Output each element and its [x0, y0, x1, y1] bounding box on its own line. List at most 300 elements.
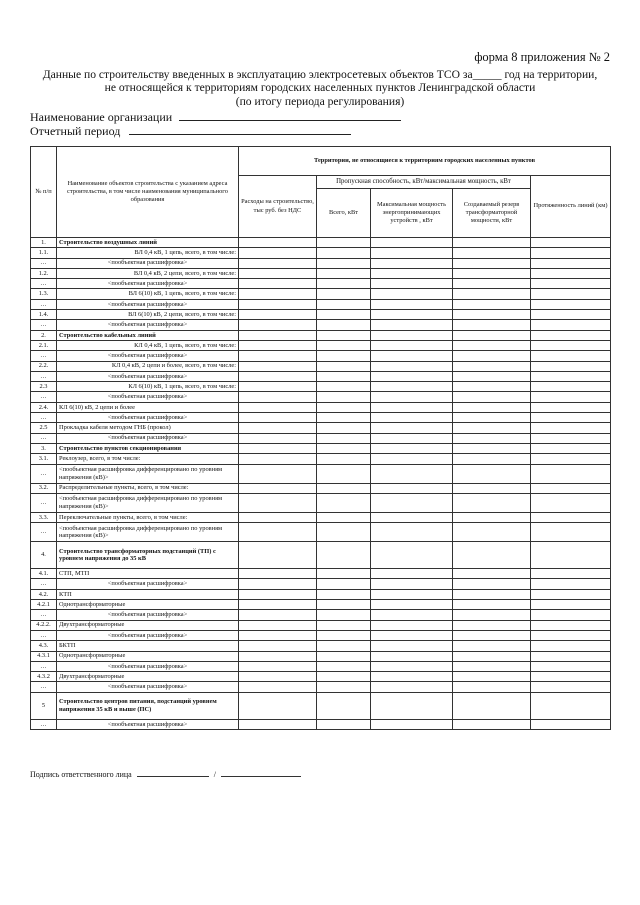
row-value-cell[interactable] — [453, 289, 531, 299]
table-row — [31, 661, 611, 671]
row-value-cell[interactable] — [317, 651, 371, 661]
row-value-cell[interactable] — [453, 493, 531, 512]
row-value-cell[interactable] — [239, 423, 317, 433]
row-value-cell[interactable] — [531, 620, 611, 630]
row-value-cell[interactable] — [239, 238, 317, 248]
row-value-cell[interactable] — [371, 382, 453, 392]
row-value-cell[interactable] — [239, 382, 317, 392]
row-value-cell[interactable] — [531, 600, 611, 610]
row-number: 4.3.1 — [31, 651, 57, 661]
row-name: КЛ 6(10) кВ, 1 цепь, всего, в том числе: — [57, 382, 239, 392]
row-value-cell[interactable] — [371, 600, 453, 610]
row-value-cell[interactable] — [531, 279, 611, 289]
row-value-cell[interactable] — [371, 443, 453, 453]
row-value-cell[interactable] — [371, 423, 453, 433]
row-value-cell[interactable] — [317, 371, 371, 381]
row-value-cell[interactable] — [239, 483, 317, 493]
row-value-cell[interactable] — [453, 641, 531, 651]
row-value-cell[interactable] — [531, 651, 611, 661]
row-value-cell[interactable] — [239, 340, 317, 350]
row-value-cell[interactable] — [239, 651, 317, 661]
row-value-cell[interactable] — [453, 340, 531, 350]
row-value-cell[interactable] — [453, 310, 531, 320]
header-reserve: Создаваемый резерв трансформаторной мощности, кВт — [453, 189, 531, 238]
row-value-cell[interactable] — [317, 320, 371, 330]
row-value-cell[interactable] — [371, 630, 453, 640]
row-value-cell[interactable] — [453, 579, 531, 589]
row-value-cell[interactable] — [531, 641, 611, 651]
row-value-cell[interactable] — [531, 289, 611, 299]
row-value-cell[interactable] — [453, 692, 531, 719]
signature-name-blank — [221, 769, 301, 777]
row-value-cell[interactable] — [371, 493, 453, 512]
table-row — [31, 579, 611, 589]
row-value-cell[interactable] — [239, 719, 317, 729]
row-value-cell[interactable] — [371, 279, 453, 289]
row-value-cell[interactable] — [453, 320, 531, 330]
row-value-cell[interactable] — [453, 610, 531, 620]
row-value-cell[interactable] — [371, 361, 453, 371]
row-value-cell[interactable] — [239, 443, 317, 453]
table-row — [31, 248, 611, 258]
row-value-cell[interactable] — [531, 382, 611, 392]
row-value-cell[interactable] — [453, 351, 531, 361]
row-name: <пообъектная расшифровка> — [57, 279, 239, 289]
row-value-cell[interactable] — [371, 340, 453, 350]
row-value-cell[interactable] — [531, 483, 611, 493]
row-value-cell[interactable] — [317, 719, 371, 729]
row-value-cell[interactable] — [317, 542, 371, 569]
row-value-cell[interactable] — [371, 433, 453, 443]
row-value-cell[interactable] — [371, 402, 453, 412]
table-row — [31, 620, 611, 630]
table-row — [31, 569, 611, 579]
row-number: … — [31, 493, 57, 512]
row-value-cell[interactable] — [317, 569, 371, 579]
row-value-cell[interactable] — [453, 483, 531, 493]
row-name: <пообъектная расшифровка> — [57, 433, 239, 443]
row-value-cell[interactable] — [239, 289, 317, 299]
row-name: ВЛ 0,4 кВ, 2 цепи, всего, в том числе: — [57, 268, 239, 278]
row-value-cell[interactable] — [453, 433, 531, 443]
row-value-cell[interactable] — [531, 661, 611, 671]
row-number: 4.2. — [31, 589, 57, 599]
row-name: <пообъектная расшифровка дифференцировано по уровням напряжения (кВ)> — [57, 493, 239, 512]
row-number: … — [31, 433, 57, 443]
row-value-cell[interactable] — [239, 392, 317, 402]
table-row — [31, 289, 611, 299]
row-value-cell[interactable] — [317, 579, 371, 589]
row-value-cell[interactable] — [453, 661, 531, 671]
row-value-cell[interactable] — [317, 630, 371, 640]
signature-separator: / — [213, 770, 216, 779]
row-number: 4.2.2. — [31, 620, 57, 630]
row-value-cell[interactable] — [317, 641, 371, 651]
row-value-cell[interactable] — [239, 371, 317, 381]
row-value-cell[interactable] — [239, 310, 317, 320]
table-row — [31, 464, 611, 483]
row-value-cell[interactable] — [531, 493, 611, 512]
row-value-cell[interactable] — [317, 248, 371, 258]
row-number: … — [31, 523, 57, 542]
row-value-cell[interactable] — [317, 413, 371, 423]
row-value-cell[interactable] — [531, 433, 611, 443]
row-value-cell[interactable] — [371, 610, 453, 620]
row-value-cell[interactable] — [371, 641, 453, 651]
row-name: Прокладка кабеля методом ГНБ (прокол) — [57, 423, 239, 433]
row-value-cell[interactable] — [239, 361, 317, 371]
row-value-cell[interactable] — [531, 330, 611, 340]
row-value-cell[interactable] — [317, 258, 371, 268]
row-value-cell[interactable] — [531, 320, 611, 330]
row-number: 1. — [31, 238, 57, 248]
row-value-cell[interactable] — [239, 589, 317, 599]
row-name: ВЛ 6(10) кВ, 2 цепи, всего, в том числе: — [57, 310, 239, 320]
row-value-cell[interactable] — [531, 682, 611, 692]
header-expenses: Расходы на строительство, тыс руб. без НДС — [239, 176, 317, 238]
row-value-cell[interactable] — [317, 330, 371, 340]
row-value-cell[interactable] — [371, 682, 453, 692]
row-value-cell[interactable] — [317, 433, 371, 443]
row-number: 4.3.2 — [31, 672, 57, 682]
row-value-cell[interactable] — [317, 279, 371, 289]
row-value-cell[interactable] — [371, 454, 453, 464]
row-value-cell[interactable] — [371, 579, 453, 589]
row-value-cell[interactable] — [239, 692, 317, 719]
row-value-cell[interactable] — [317, 299, 371, 309]
row-value-cell[interactable] — [453, 238, 531, 248]
row-number: … — [31, 579, 57, 589]
row-value-cell[interactable] — [317, 423, 371, 433]
table-row — [31, 238, 611, 248]
row-value-cell[interactable] — [371, 248, 453, 258]
row-value-cell[interactable] — [531, 310, 611, 320]
table-row — [31, 382, 611, 392]
row-value-cell[interactable] — [531, 443, 611, 453]
form-number: форма 8 приложения № 2 — [474, 50, 610, 64]
header-territory: Территории, не относящиеся к территориям городских населенных пунктов — [239, 147, 611, 176]
table-row — [31, 641, 611, 651]
row-value-cell[interactable] — [317, 382, 371, 392]
row-value-cell[interactable] — [453, 392, 531, 402]
row-value-cell[interactable] — [531, 423, 611, 433]
table-row — [31, 682, 611, 692]
row-number: 4. — [31, 542, 57, 569]
row-value-cell[interactable] — [453, 382, 531, 392]
row-value-cell[interactable] — [239, 682, 317, 692]
row-value-cell[interactable] — [317, 289, 371, 299]
row-value-cell[interactable] — [317, 310, 371, 320]
row-value-cell[interactable] — [317, 238, 371, 248]
table-row — [31, 310, 611, 320]
row-value-cell[interactable] — [531, 719, 611, 729]
row-value-cell[interactable] — [317, 620, 371, 630]
row-number: … — [31, 630, 57, 640]
row-value-cell[interactable] — [317, 523, 371, 542]
row-value-cell[interactable] — [531, 692, 611, 719]
row-number: 1.1. — [31, 248, 57, 258]
row-value-cell[interactable] — [453, 589, 531, 599]
row-value-cell[interactable] — [453, 402, 531, 412]
row-value-cell[interactable] — [317, 351, 371, 361]
row-value-cell[interactable] — [453, 682, 531, 692]
row-value-cell[interactable] — [317, 493, 371, 512]
signature-label: Подпись ответственного лица — [30, 770, 132, 779]
row-value-cell[interactable] — [453, 454, 531, 464]
row-value-cell[interactable] — [371, 320, 453, 330]
row-value-cell[interactable] — [317, 692, 371, 719]
row-value-cell[interactable] — [531, 258, 611, 268]
row-number: 1.4. — [31, 310, 57, 320]
row-value-cell[interactable] — [453, 672, 531, 682]
row-number: 1.3. — [31, 289, 57, 299]
row-value-cell[interactable] — [371, 692, 453, 719]
row-name: БКТП — [57, 641, 239, 651]
row-value-cell[interactable] — [453, 620, 531, 630]
row-value-cell[interactable] — [317, 600, 371, 610]
row-value-cell[interactable] — [239, 464, 317, 483]
row-name: КЛ 0,4 кВ, 2 цепи и более, всего, в том числе: — [57, 361, 239, 371]
row-value-cell[interactable] — [371, 661, 453, 671]
row-value-cell[interactable] — [531, 268, 611, 278]
row-value-cell[interactable] — [453, 279, 531, 289]
row-value-cell[interactable] — [371, 392, 453, 402]
table-row — [31, 630, 611, 640]
table-row — [31, 423, 611, 433]
row-value-cell[interactable] — [453, 464, 531, 483]
row-value-cell[interactable] — [371, 258, 453, 268]
row-value-cell[interactable] — [239, 620, 317, 630]
row-value-cell[interactable] — [371, 719, 453, 729]
row-value-cell[interactable] — [531, 569, 611, 579]
row-value-cell[interactable] — [531, 523, 611, 542]
row-name: <пообъектная расшифровка> — [57, 630, 239, 640]
row-name: Однотрансформаторные — [57, 600, 239, 610]
row-value-cell[interactable] — [453, 569, 531, 579]
row-value-cell[interactable] — [531, 340, 611, 350]
row-value-cell[interactable] — [239, 512, 317, 522]
row-value-cell[interactable] — [371, 523, 453, 542]
table-row — [31, 542, 611, 569]
row-name: <пообъектная расшифровка> — [57, 610, 239, 620]
row-name: Строительство воздушных линий — [57, 238, 239, 248]
row-value-cell[interactable] — [239, 610, 317, 620]
row-value-cell[interactable] — [371, 289, 453, 299]
table-row — [31, 351, 611, 361]
row-number: 1.2. — [31, 268, 57, 278]
row-value-cell[interactable] — [317, 392, 371, 402]
period-blank — [129, 123, 351, 135]
row-value-cell[interactable] — [371, 351, 453, 361]
row-value-cell[interactable] — [239, 402, 317, 412]
report-table — [30, 146, 611, 730]
row-value-cell[interactable] — [317, 661, 371, 671]
row-value-cell[interactable] — [239, 672, 317, 682]
row-value-cell[interactable] — [239, 299, 317, 309]
row-value-cell[interactable] — [371, 512, 453, 522]
row-value-cell[interactable] — [317, 512, 371, 522]
row-number: … — [31, 413, 57, 423]
header-max-power: Максимальная мощность энергопринимающих устройств , кВт — [371, 189, 453, 238]
row-value-cell[interactable] — [239, 279, 317, 289]
signature-blank — [137, 769, 209, 777]
row-value-cell[interactable] — [531, 402, 611, 412]
row-value-cell[interactable] — [371, 672, 453, 682]
row-value-cell[interactable] — [239, 641, 317, 651]
row-value-cell[interactable] — [531, 464, 611, 483]
row-value-cell[interactable] — [453, 258, 531, 268]
row-value-cell[interactable] — [371, 569, 453, 579]
row-value-cell[interactable] — [239, 433, 317, 443]
row-value-cell[interactable] — [239, 454, 317, 464]
row-value-cell[interactable] — [317, 268, 371, 278]
row-value-cell[interactable] — [531, 630, 611, 640]
row-value-cell[interactable] — [531, 413, 611, 423]
row-value-cell[interactable] — [371, 238, 453, 248]
row-name: <пообъектная расшифровка> — [57, 258, 239, 268]
row-value-cell[interactable] — [531, 361, 611, 371]
row-value-cell[interactable] — [531, 371, 611, 381]
row-value-cell[interactable] — [239, 661, 317, 671]
row-value-cell[interactable] — [453, 371, 531, 381]
row-value-cell[interactable] — [453, 512, 531, 522]
row-value-cell[interactable] — [371, 589, 453, 599]
row-value-cell[interactable] — [239, 579, 317, 589]
row-value-cell[interactable] — [453, 600, 531, 610]
row-name: <пообъектная расшифровка> — [57, 413, 239, 423]
table-row — [31, 433, 611, 443]
row-value-cell[interactable] — [317, 340, 371, 350]
row-value-cell[interactable] — [239, 630, 317, 640]
row-number: 3.1. — [31, 454, 57, 464]
row-value-cell[interactable] — [317, 361, 371, 371]
row-value-cell[interactable] — [531, 454, 611, 464]
row-value-cell[interactable] — [453, 443, 531, 453]
table-row — [31, 340, 611, 350]
row-value-cell[interactable] — [317, 464, 371, 483]
row-value-cell[interactable] — [453, 299, 531, 309]
row-name: <пообъектная расшифровка дифференцировано по уровням напряжения (кВ)> — [57, 523, 239, 542]
row-value-cell[interactable] — [317, 402, 371, 412]
row-name: СТП, МТП — [57, 569, 239, 579]
row-value-cell[interactable] — [453, 248, 531, 258]
row-value-cell[interactable] — [453, 413, 531, 423]
row-value-cell[interactable] — [453, 361, 531, 371]
row-name: <пообъектная расшифровка> — [57, 661, 239, 671]
table-row — [31, 258, 611, 268]
table-row — [31, 493, 611, 512]
row-value-cell[interactable] — [371, 371, 453, 381]
row-number: … — [31, 351, 57, 361]
row-name: <пообъектная расшифровка> — [57, 579, 239, 589]
row-number: 4.3. — [31, 641, 57, 651]
row-value-cell[interactable] — [239, 493, 317, 512]
row-value-cell[interactable] — [531, 512, 611, 522]
row-value-cell[interactable] — [239, 600, 317, 610]
row-value-cell[interactable] — [239, 248, 317, 258]
table-row — [31, 299, 611, 309]
header-name: Наименование объектов строительства с указанием адреса строительства, в том числе наименования муниципального образования — [57, 147, 239, 238]
row-value-cell[interactable] — [531, 589, 611, 599]
row-name: КТП — [57, 589, 239, 599]
row-value-cell[interactable] — [531, 672, 611, 682]
row-value-cell[interactable] — [531, 299, 611, 309]
row-value-cell[interactable] — [317, 454, 371, 464]
row-value-cell[interactable] — [239, 268, 317, 278]
row-value-cell[interactable] — [239, 569, 317, 579]
row-value-cell[interactable] — [371, 651, 453, 661]
row-value-cell[interactable] — [371, 413, 453, 423]
table-row — [31, 454, 611, 464]
row-value-cell[interactable] — [239, 351, 317, 361]
row-value-cell[interactable] — [531, 610, 611, 620]
row-value-cell[interactable] — [317, 589, 371, 599]
row-value-cell[interactable] — [317, 483, 371, 493]
row-value-cell[interactable] — [531, 579, 611, 589]
row-value-cell[interactable] — [239, 330, 317, 340]
row-value-cell[interactable] — [371, 483, 453, 493]
row-value-cell[interactable] — [371, 330, 453, 340]
row-name: Строительство центров питания, подстанций уровнем напряжения 35 кВ и выше (ПС) — [57, 692, 239, 719]
row-value-cell[interactable] — [453, 330, 531, 340]
table-row — [31, 279, 611, 289]
row-value-cell[interactable] — [453, 651, 531, 661]
row-number: … — [31, 371, 57, 381]
header-length: Протяженность линий (км) — [531, 176, 611, 238]
row-value-cell[interactable] — [317, 610, 371, 620]
row-value-cell[interactable] — [239, 320, 317, 330]
row-value-cell[interactable] — [453, 523, 531, 542]
row-value-cell[interactable] — [239, 523, 317, 542]
row-name: <пообъектная расшифровка> — [57, 682, 239, 692]
row-value-cell[interactable] — [239, 413, 317, 423]
row-value-cell[interactable] — [371, 542, 453, 569]
row-value-cell[interactable] — [371, 620, 453, 630]
row-name: Распределительные пункты, всего, в том числе: — [57, 483, 239, 493]
org-name-label: Наименование организации — [30, 110, 173, 124]
row-number: … — [31, 299, 57, 309]
row-value-cell[interactable] — [317, 443, 371, 453]
row-value-cell[interactable] — [453, 268, 531, 278]
row-value-cell[interactable] — [453, 719, 531, 729]
header-total-kw: Всего, кВт — [317, 189, 371, 238]
row-name: Переключательные пункты, всего, в том числе: — [57, 512, 239, 522]
row-value-cell[interactable] — [371, 299, 453, 309]
row-value-cell[interactable] — [239, 258, 317, 268]
row-number: 5 — [31, 692, 57, 719]
row-value-cell[interactable] — [239, 542, 317, 569]
row-value-cell[interactable] — [531, 248, 611, 258]
row-value-cell[interactable] — [453, 542, 531, 569]
row-value-cell[interactable] — [531, 392, 611, 402]
row-name: <пообъектная расшифровка> — [57, 299, 239, 309]
row-name: <пообъектная расшифровка> — [57, 351, 239, 361]
row-value-cell[interactable] — [453, 630, 531, 640]
row-value-cell[interactable] — [317, 682, 371, 692]
row-value-cell[interactable] — [531, 542, 611, 569]
row-value-cell[interactable] — [531, 351, 611, 361]
header-capacity-group: Пропускная способность, кВт/максимальная мощность, кВт — [317, 176, 531, 189]
row-value-cell[interactable] — [371, 464, 453, 483]
table-row — [31, 719, 611, 729]
row-value-cell[interactable] — [371, 268, 453, 278]
row-value-cell[interactable] — [453, 423, 531, 433]
row-value-cell[interactable] — [317, 672, 371, 682]
row-value-cell[interactable] — [371, 310, 453, 320]
row-value-cell[interactable] — [531, 238, 611, 248]
row-name: Двухтрансформаторные — [57, 672, 239, 682]
title-line-2: не относящейся к территориям городских населенных пунктов Ленинградской области — [104, 81, 536, 95]
